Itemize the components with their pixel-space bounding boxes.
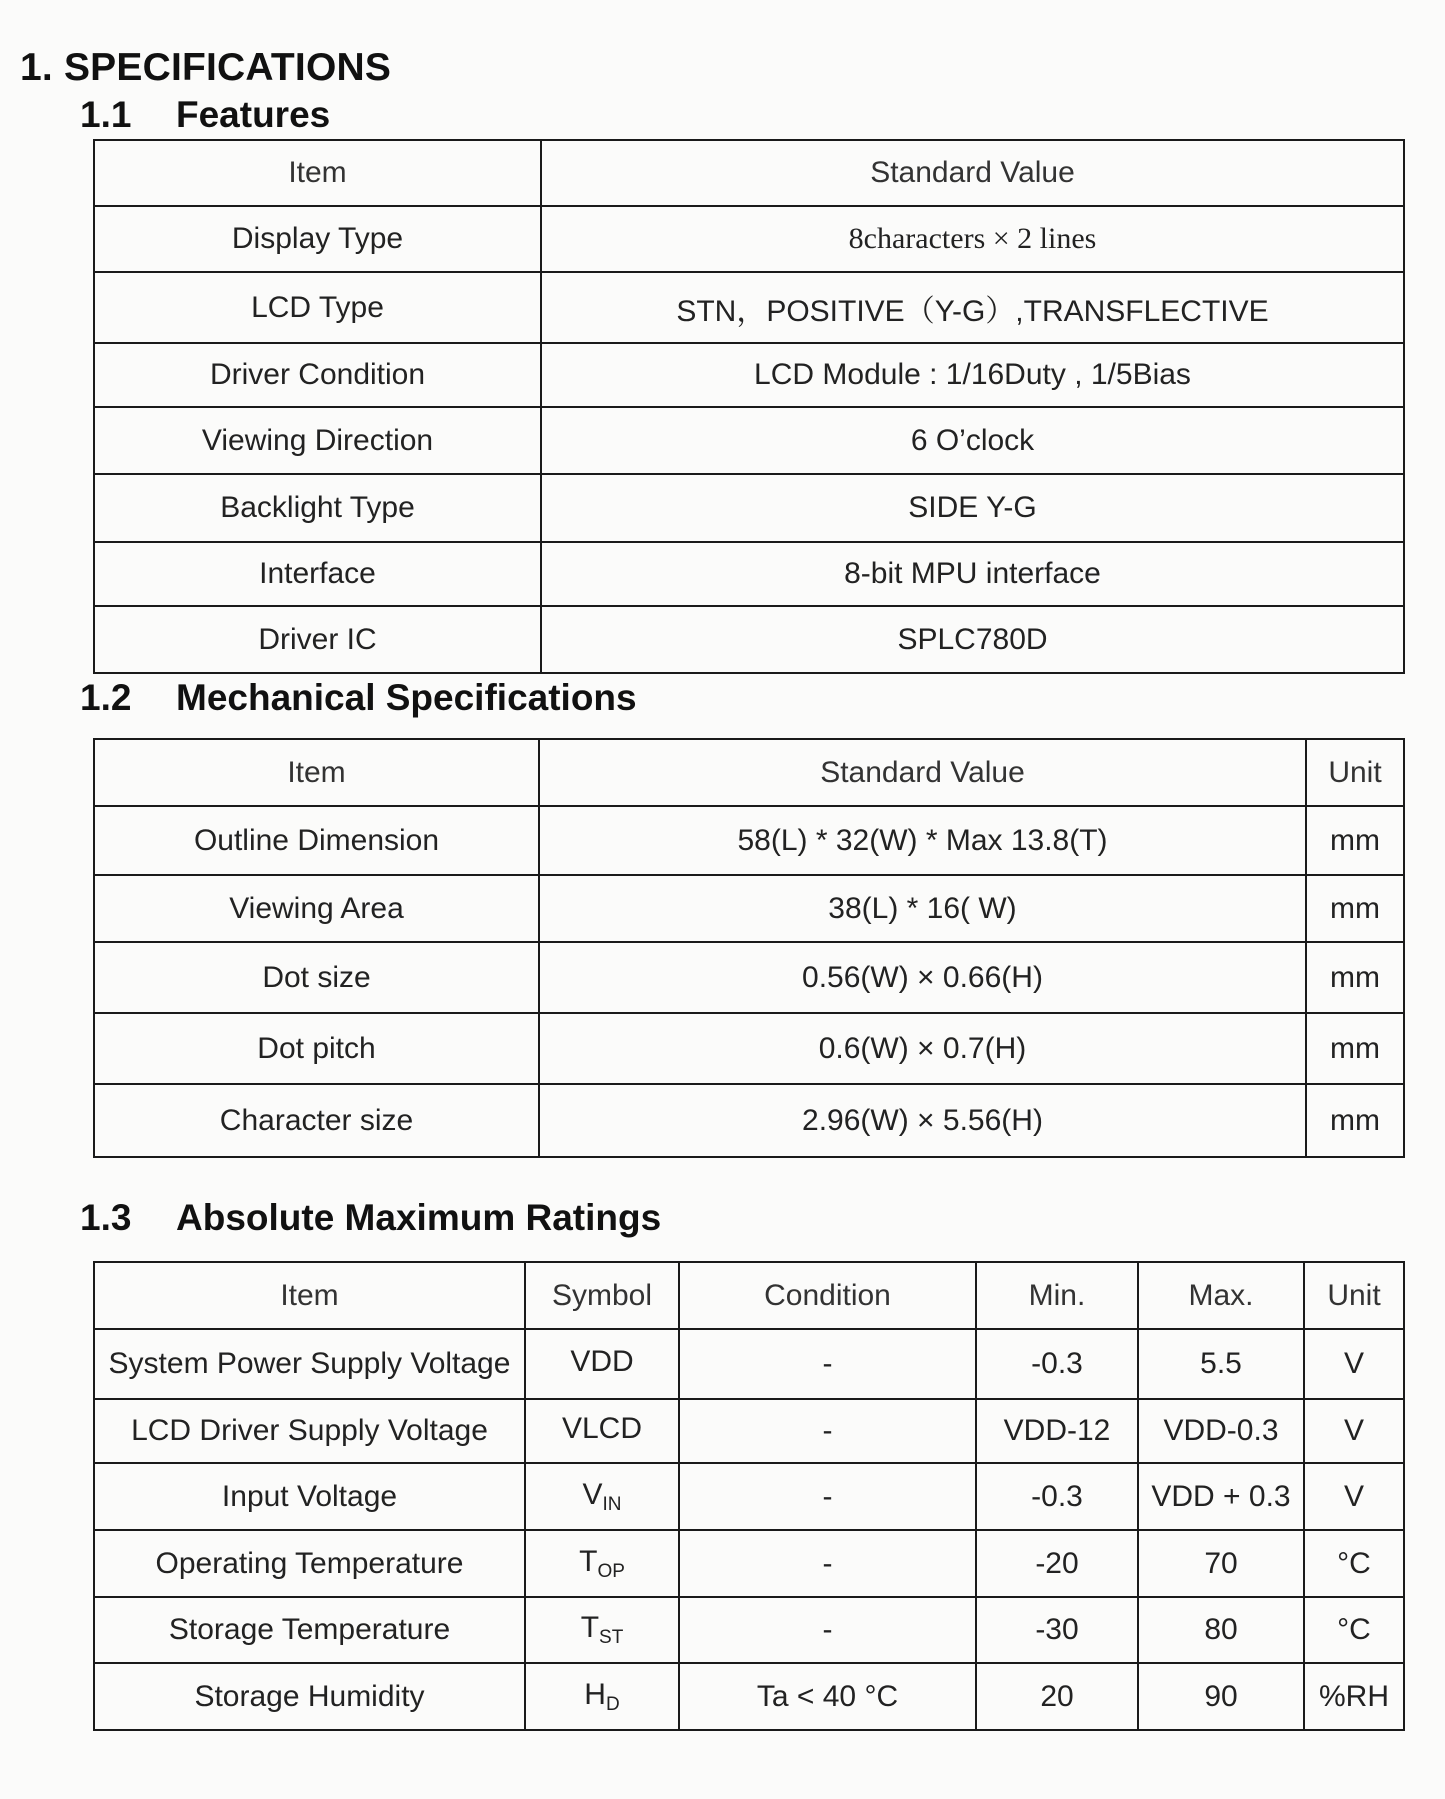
table-row	[94, 343, 1404, 407]
section-heading-mechanical	[80, 677, 637, 719]
table-row	[94, 806, 1404, 875]
symbol-subscript: ST	[599, 1627, 624, 1648]
max-cell: 90	[1138, 1663, 1304, 1730]
condition-cell: -	[679, 1597, 976, 1663]
symbol-cell	[525, 1463, 679, 1530]
symbol-cell	[525, 1597, 679, 1663]
ratings-table	[93, 1261, 1405, 1731]
symbol-cell	[525, 1329, 679, 1399]
unit-cell: mm	[1306, 1084, 1404, 1157]
item-cell: Driver IC	[94, 606, 541, 673]
header-cell: Symbol	[525, 1262, 679, 1329]
item-cell: Driver Condition	[94, 343, 541, 407]
item-cell: Dot size	[94, 942, 539, 1013]
table-row	[94, 407, 1404, 474]
table-row	[94, 1597, 1404, 1663]
unit-cell: mm	[1306, 1013, 1404, 1084]
header-cell: Condition	[679, 1262, 976, 1329]
condition-cell: -	[679, 1329, 976, 1399]
table-row	[94, 1329, 1404, 1399]
header-cell: Max.	[1138, 1262, 1304, 1329]
section-number: 1.3	[80, 1197, 132, 1238]
symbol-text: T	[580, 1611, 600, 1644]
section-title: Mechanical Specifications	[176, 677, 637, 718]
table-row	[94, 1663, 1404, 1730]
value-cell: LCD Module : 1/16Duty , 1/5Bias	[541, 343, 1404, 407]
condition-cell: -	[679, 1399, 976, 1463]
table-row	[94, 272, 1404, 343]
table-row	[94, 1399, 1404, 1463]
header-cell: Standard Value	[539, 739, 1306, 806]
value-cell: 0.56(W) × 0.66(H)	[539, 942, 1306, 1013]
max-cell: VDD + 0.3	[1138, 1463, 1304, 1530]
mechanical-table	[93, 738, 1405, 1158]
page-title: 1. SPECIFICATIONS	[20, 46, 392, 89]
item-cell: Viewing Direction	[94, 407, 541, 474]
table-row	[94, 1084, 1404, 1157]
features-table	[93, 139, 1405, 674]
value-cell: 58(L) * 32(W) * Max 13.8(T)	[539, 806, 1306, 875]
min-cell: VDD-12	[976, 1399, 1138, 1463]
unit-cell: %RH	[1304, 1663, 1404, 1730]
value-cell: 8-bit MPU interface	[541, 542, 1404, 606]
symbol-text: H	[584, 1677, 606, 1711]
symbol-text: T	[579, 1544, 598, 1578]
value-cell: 2.96(W) × 5.56(H)	[539, 1084, 1306, 1157]
item-cell: Dot pitch	[94, 1013, 539, 1084]
symbol-cell	[525, 1399, 679, 1463]
header-cell: Item	[94, 739, 539, 806]
symbol-text: VDD	[570, 1345, 634, 1378]
max-cell: VDD-0.3	[1138, 1399, 1304, 1463]
table-row	[94, 875, 1404, 942]
table-row	[94, 206, 1404, 272]
max-cell: 70	[1138, 1530, 1304, 1597]
item-cell: Input Voltage	[94, 1463, 525, 1530]
condition-cell: -	[679, 1530, 976, 1597]
symbol-cell	[525, 1663, 679, 1730]
table-row	[94, 474, 1404, 542]
min-cell: -30	[976, 1597, 1138, 1663]
item-cell: Character size	[94, 1084, 539, 1157]
symbol-cell	[525, 1530, 679, 1597]
min-cell: -0.3	[976, 1463, 1138, 1530]
section-title: Features	[176, 94, 331, 135]
min-cell: 20	[976, 1663, 1138, 1730]
table-header-row	[94, 739, 1404, 806]
header-cell: Item	[94, 1262, 525, 1329]
section-title: Absolute Maximum Ratings	[176, 1197, 662, 1238]
table-row	[94, 1530, 1404, 1597]
value-cell: 38(L) * 16( W)	[539, 875, 1306, 942]
unit-cell: °C	[1304, 1530, 1404, 1597]
table-row	[94, 1013, 1404, 1084]
item-cell: Display Type	[94, 206, 541, 272]
item-cell: System Power Supply Voltage	[94, 1329, 525, 1399]
symbol-subscript: IN	[602, 1493, 622, 1515]
header-cell: Unit	[1304, 1262, 1404, 1329]
table-row	[94, 542, 1404, 606]
unit-cell: V	[1304, 1463, 1404, 1530]
unit-cell: mm	[1306, 806, 1404, 875]
table-header-row	[94, 140, 1404, 206]
table-row	[94, 606, 1404, 673]
unit-cell: mm	[1306, 942, 1404, 1013]
value-cell: SPLC780D	[541, 606, 1404, 673]
section-number: 1.2	[80, 677, 132, 718]
item-cell: Backlight Type	[94, 474, 541, 542]
item-cell: LCD Type	[94, 272, 541, 343]
condition-cell: Ta < 40 °C	[679, 1663, 976, 1730]
header-cell: Min.	[976, 1262, 1138, 1329]
item-cell: Outline Dimension	[94, 806, 539, 875]
section-number: 1.1	[80, 94, 132, 135]
value-cell: 6 O’clock	[541, 407, 1404, 474]
condition-cell: -	[679, 1463, 976, 1530]
item-cell: LCD Driver Supply Voltage	[94, 1399, 525, 1463]
symbol-text: VLCD	[561, 1412, 643, 1445]
item-cell: Interface	[94, 542, 541, 606]
max-cell: 5.5	[1138, 1329, 1304, 1399]
value-cell: STN，POSITIVE（Y-G）,TRANSFLECTIVE	[541, 272, 1404, 343]
header-cell: Unit	[1306, 739, 1404, 806]
min-cell: -20	[976, 1530, 1138, 1597]
header-cell: Standard Value	[541, 140, 1404, 206]
value-cell: 0.6(W) × 0.7(H)	[539, 1013, 1306, 1084]
symbol-text: V	[582, 1477, 603, 1511]
item-cell: Storage Humidity	[94, 1663, 525, 1730]
unit-cell: V	[1304, 1329, 1404, 1399]
header-cell: Item	[94, 140, 541, 206]
value-cell: SIDE Y-G	[541, 474, 1404, 542]
unit-cell: V	[1304, 1399, 1404, 1463]
min-cell: -0.3	[976, 1329, 1138, 1399]
symbol-subscript: OP	[597, 1560, 625, 1582]
table-header-row	[94, 1262, 1404, 1329]
symbol-subscript: D	[605, 1693, 620, 1715]
item-cell: Operating Temperature	[94, 1530, 525, 1597]
section-heading-features	[80, 94, 330, 136]
item-cell: Viewing Area	[94, 875, 539, 942]
item-cell: Storage Temperature	[94, 1597, 525, 1663]
unit-cell: °C	[1304, 1597, 1404, 1663]
value-cell: 8characters × 2 lines	[541, 206, 1404, 272]
unit-cell: mm	[1306, 875, 1404, 942]
max-cell: 80	[1138, 1597, 1304, 1663]
section-heading-ratings	[80, 1197, 661, 1239]
table-row	[94, 942, 1404, 1013]
table-row	[94, 1463, 1404, 1530]
